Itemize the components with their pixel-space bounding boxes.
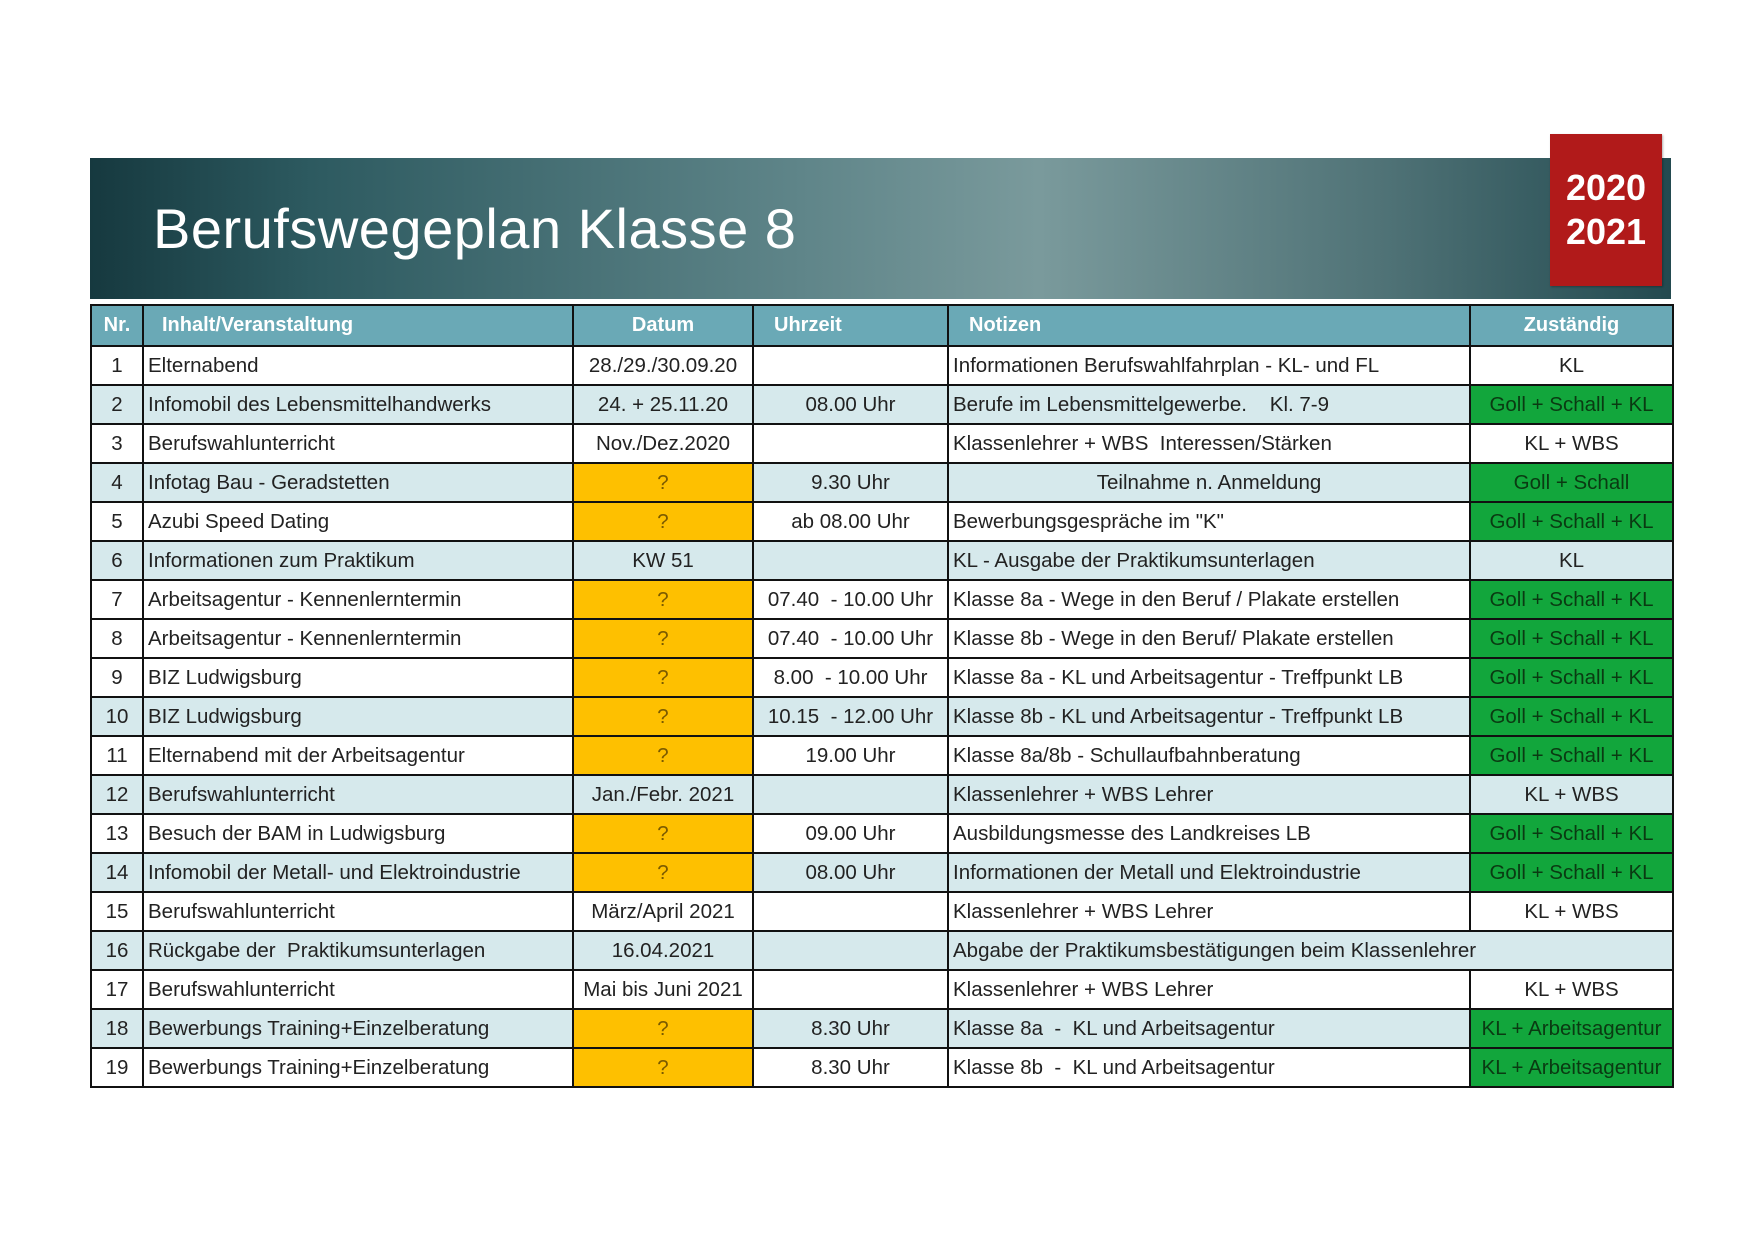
cell-responsible: Goll + Schall + KL xyxy=(1470,502,1673,541)
cell-event: Besuch der BAM in Ludwigsburg xyxy=(143,814,573,853)
table-row xyxy=(91,541,1673,580)
cell-responsible: Goll + Schall + KL xyxy=(1470,385,1673,424)
cell-time xyxy=(753,970,948,1009)
cell-notes: Klassenlehrer + WBS Interessen/Stärken xyxy=(948,424,1470,463)
cell-responsible: Goll + Schall + KL xyxy=(1470,619,1673,658)
cell-nr: 9 xyxy=(91,658,143,697)
cell-notes: Teilnahme n. Anmeldung xyxy=(948,463,1470,502)
cell-nr: 14 xyxy=(91,853,143,892)
cell-time: ab 08.00 Uhr xyxy=(753,502,948,541)
cell-event: Arbeitsagentur - Kennenlerntermin xyxy=(143,619,573,658)
table-row xyxy=(91,775,1673,814)
cell-responsible: Goll + Schall + KL xyxy=(1470,814,1673,853)
cell-date: März/April 2021 xyxy=(573,892,753,931)
cell-date: 28./29./30.09.20 xyxy=(573,346,753,385)
table-row xyxy=(91,619,1673,658)
cell-event: Elternabend mit der Arbeitsagentur xyxy=(143,736,573,775)
year-start: 2020 xyxy=(1565,167,1647,208)
header-nr: Nr. xyxy=(91,305,143,346)
cell-time xyxy=(753,346,948,385)
cell-event: Berufswahlunterricht xyxy=(143,775,573,814)
cell-notes: Klasse 8b - KL und Arbeitsagentur - Treffpunkt LB xyxy=(948,697,1470,736)
cell-notes: Klasse 8a - KL und Arbeitsagentur xyxy=(948,1009,1470,1048)
cell-event: Arbeitsagentur - Kennenlerntermin xyxy=(143,580,573,619)
table-row xyxy=(91,463,1673,502)
cell-nr: 12 xyxy=(91,775,143,814)
cell-responsible: KL + WBS xyxy=(1470,892,1673,931)
year-end: 2021 xyxy=(1565,211,1647,252)
cell-date: ? xyxy=(573,1009,753,1048)
cell-notes: Klasse 8a/8b - Schullaufbahnberatung xyxy=(948,736,1470,775)
cell-date: Jan./Febr. 2021 xyxy=(573,775,753,814)
cell-date: ? xyxy=(573,853,753,892)
cell-nr: 3 xyxy=(91,424,143,463)
cell-notes: Informationen der Metall und Elektroindustrie xyxy=(948,853,1470,892)
cell-responsible: KL xyxy=(1470,541,1673,580)
cell-nr: 1 xyxy=(91,346,143,385)
cell-date: ? xyxy=(573,814,753,853)
cell-nr: 2 xyxy=(91,385,143,424)
table-row xyxy=(91,736,1673,775)
cell-time xyxy=(753,775,948,814)
cell-event: BIZ Ludwigsburg xyxy=(143,697,573,736)
cell-notes: Berufe im Lebensmittelgewerbe. Kl. 7-9 xyxy=(948,385,1470,424)
cell-event: Berufswahlunterricht xyxy=(143,892,573,931)
cell-nr: 17 xyxy=(91,970,143,1009)
cell-responsible: Goll + Schall + KL xyxy=(1470,853,1673,892)
cell-event: Infomobil der Metall- und Elektroindustrie xyxy=(143,853,573,892)
cell-event: Rückgabe der Praktikumsunterlagen xyxy=(143,931,573,970)
table-row xyxy=(91,346,1673,385)
cell-time: 09.00 Uhr xyxy=(753,814,948,853)
cell-responsible: KL xyxy=(1470,346,1673,385)
cell-time: 07.40 - 10.00 Uhr xyxy=(753,580,948,619)
cell-notes: Klasse 8b - Wege in den Beruf/ Plakate erstellen xyxy=(948,619,1470,658)
cell-responsible: Goll + Schall + KL xyxy=(1470,580,1673,619)
cell-nr: 4 xyxy=(91,463,143,502)
table-row xyxy=(91,502,1673,541)
header-notes: Notizen xyxy=(948,305,1470,346)
cell-notes: Klasse 8a - Wege in den Beruf / Plakate erstellen xyxy=(948,580,1470,619)
cell-notes: Klassenlehrer + WBS Lehrer xyxy=(948,892,1470,931)
cell-date: 24. + 25.11.20 xyxy=(573,385,753,424)
header-date: Datum xyxy=(573,305,753,346)
cell-event: Berufswahlunterricht xyxy=(143,970,573,1009)
cell-responsible: Goll + Schall + KL xyxy=(1470,658,1673,697)
cell-date: ? xyxy=(573,658,753,697)
header-event: Inhalt/Veranstaltung xyxy=(143,305,573,346)
cell-responsible: KL + Arbeitsagentur xyxy=(1470,1009,1673,1048)
cell-date: 16.04.2021 xyxy=(573,931,753,970)
cell-date: ? xyxy=(573,502,753,541)
cell-time xyxy=(753,424,948,463)
cell-notes: Klasse 8a - KL und Arbeitsagentur - Treffpunkt LB xyxy=(948,658,1470,697)
cell-nr: 19 xyxy=(91,1048,143,1087)
cell-event: Elternabend xyxy=(143,346,573,385)
cell-responsible: Goll + Schall xyxy=(1470,463,1673,502)
cell-time: 08.00 Uhr xyxy=(753,385,948,424)
cell-nr: 16 xyxy=(91,931,143,970)
cell-responsible: Goll + Schall + KL xyxy=(1470,736,1673,775)
table-row xyxy=(91,658,1673,697)
table-row xyxy=(91,1048,1673,1087)
cell-nr: 10 xyxy=(91,697,143,736)
cell-time: 8.00 - 10.00 Uhr xyxy=(753,658,948,697)
table-header-row xyxy=(91,305,1673,346)
cell-notes: Klasse 8b - KL und Arbeitsagentur xyxy=(948,1048,1470,1087)
cell-nr: 11 xyxy=(91,736,143,775)
cell-event: Azubi Speed Dating xyxy=(143,502,573,541)
title-banner xyxy=(90,158,1671,299)
cell-nr: 5 xyxy=(91,502,143,541)
cell-time: 19.00 Uhr xyxy=(753,736,948,775)
table-row xyxy=(91,931,1673,970)
cell-responsible: Goll + Schall + KL xyxy=(1470,697,1673,736)
cell-event: Berufswahlunterricht xyxy=(143,424,573,463)
schedule-table xyxy=(90,304,1674,1088)
cell-date: Mai bis Juni 2021 xyxy=(573,970,753,1009)
cell-event: Infomobil des Lebensmittelhandwerks xyxy=(143,385,573,424)
cell-date: ? xyxy=(573,580,753,619)
cell-event: Bewerbungs Training+Einzelberatung xyxy=(143,1009,573,1048)
cell-event: BIZ Ludwigsburg xyxy=(143,658,573,697)
cell-responsible: KL + Arbeitsagentur xyxy=(1470,1048,1673,1087)
cell-time: 10.15 - 12.00 Uhr xyxy=(753,697,948,736)
cell-nr: 8 xyxy=(91,619,143,658)
cell-date: ? xyxy=(573,1048,753,1087)
cell-event: Bewerbungs Training+Einzelberatung xyxy=(143,1048,573,1087)
cell-time xyxy=(753,892,948,931)
cell-time: 8.30 Uhr xyxy=(753,1048,948,1087)
cell-nr: 18 xyxy=(91,1009,143,1048)
table-row xyxy=(91,970,1673,1009)
cell-event: Informationen zum Praktikum xyxy=(143,541,573,580)
cell-date: Nov./Dez.2020 xyxy=(573,424,753,463)
table-row xyxy=(91,853,1673,892)
cell-nr: 6 xyxy=(91,541,143,580)
cell-date: ? xyxy=(573,619,753,658)
cell-responsible: KL + WBS xyxy=(1470,424,1673,463)
table-row xyxy=(91,814,1673,853)
table-row xyxy=(91,697,1673,736)
cell-time: 08.00 Uhr xyxy=(753,853,948,892)
cell-notes: Klassenlehrer + WBS Lehrer xyxy=(948,775,1470,814)
cell-time xyxy=(753,541,948,580)
cell-notes: Bewerbungsgespräche im "K" xyxy=(948,502,1470,541)
cell-date: ? xyxy=(573,697,753,736)
cell-nr: 7 xyxy=(91,580,143,619)
header-responsible: Zuständig xyxy=(1470,305,1673,346)
cell-date: ? xyxy=(573,463,753,502)
cell-date: ? xyxy=(573,736,753,775)
cell-event: Infotag Bau - Geradstetten xyxy=(143,463,573,502)
cell-time: 07.40 - 10.00 Uhr xyxy=(753,619,948,658)
cell-time xyxy=(753,931,948,970)
cell-notes: KL - Ausgabe der Praktikumsunterlagen xyxy=(948,541,1470,580)
cell-notes: Informationen Berufswahlfahrplan - KL- und FL xyxy=(948,346,1470,385)
page-title: Berufswegeplan Klasse 8 xyxy=(153,197,797,260)
table-row xyxy=(91,424,1673,463)
cell-notes: Ausbildungsmesse des Landkreises LB xyxy=(948,814,1470,853)
table-row xyxy=(91,892,1673,931)
table-row xyxy=(91,385,1673,424)
cell-nr: 13 xyxy=(91,814,143,853)
header-time: Uhrzeit xyxy=(753,305,948,346)
cell-notes: Abgabe der Praktikumsbestätigungen beim Klassenlehrer xyxy=(948,931,1673,970)
cell-nr: 15 xyxy=(91,892,143,931)
cell-notes: Klassenlehrer + WBS Lehrer xyxy=(948,970,1470,1009)
cell-responsible: KL + WBS xyxy=(1470,775,1673,814)
year-badge xyxy=(1550,134,1662,286)
table-row xyxy=(91,1009,1673,1048)
cell-date: KW 51 xyxy=(573,541,753,580)
cell-responsible: KL + WBS xyxy=(1470,970,1673,1009)
table-row xyxy=(91,580,1673,619)
cell-time: 8.30 Uhr xyxy=(753,1009,948,1048)
cell-time: 9.30 Uhr xyxy=(753,463,948,502)
